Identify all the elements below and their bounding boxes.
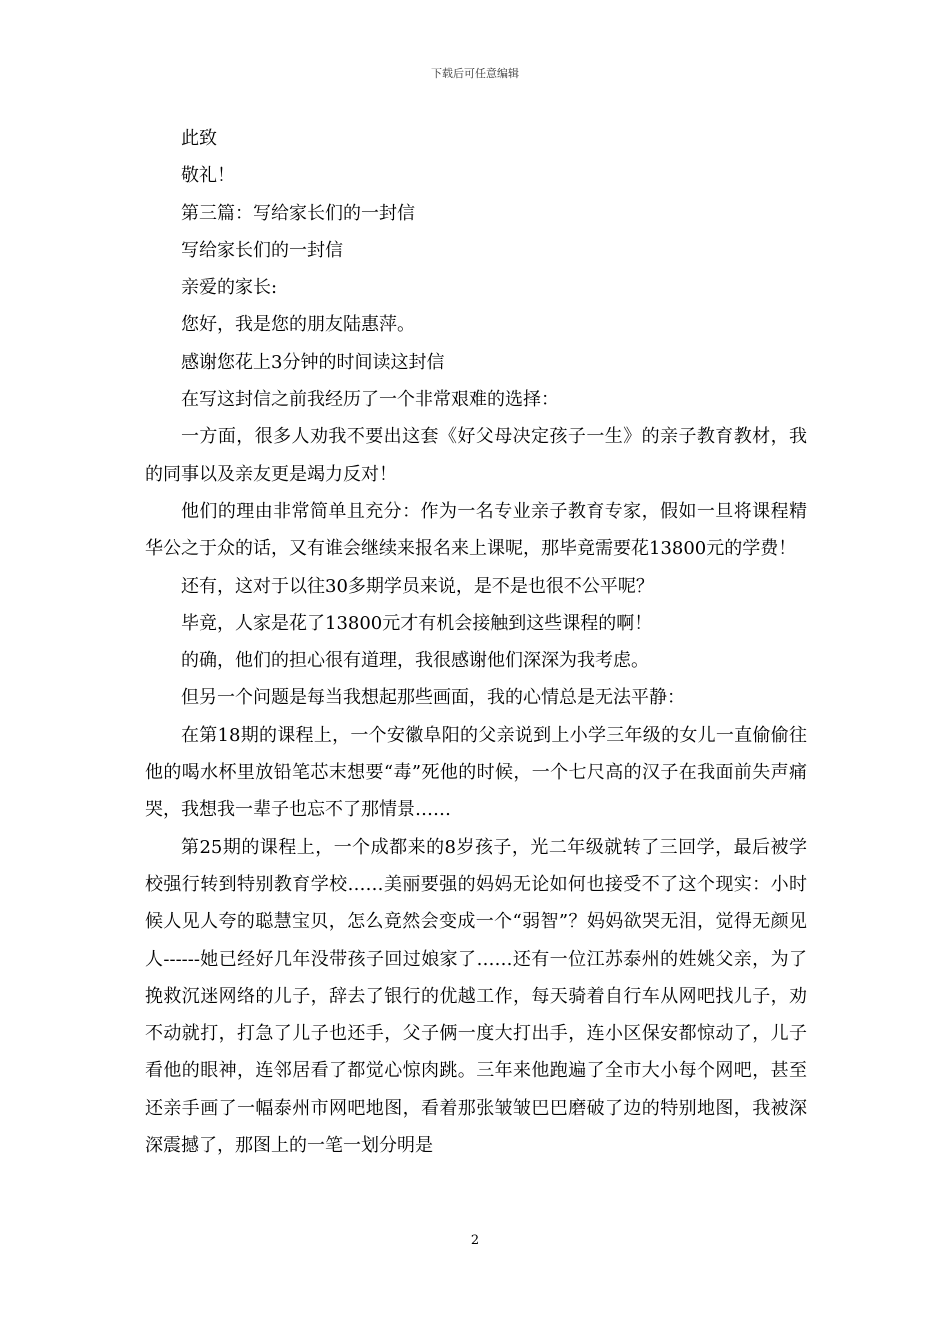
page-header: 下载后可任意编辑 [431, 67, 519, 80]
paragraph: 他们的理由非常简单且充分：作为一名专业亲子教育专家，假如一旦将课程精华公之于众的话，又有谁会继续来报名来上课呢，那毕竟需要花13800元的学费！ [145, 500, 807, 560]
paragraph: 但另一个问题是每当我想起那些画面，我的心情总是无法平静： [181, 687, 685, 709]
paragraph: 感谢您花上3分钟的时间读这封信 [181, 351, 445, 373]
paragraph: 还有，这对于以往30多期学员来说，是不是也很不公平呢？ [181, 575, 654, 597]
paragraph-closing-salutation: 此致 [181, 128, 217, 149]
paragraph: 毕竟，人家是花了13800元才有机会接触到这些课程的啊！ [181, 612, 653, 634]
paragraph: 您好，我是您的朋友陆惠萍。 [181, 314, 415, 336]
section-heading: 第三篇：写给家长们的一封信 [181, 202, 415, 224]
paragraph: 一方面，很多人劝我不要出这套《好父母决定孩子一生》的亲子教育教材，我的同事以及亲友更是竭力反对！ [145, 426, 807, 485]
page-number: 2 [470, 1233, 480, 1248]
document-body [145, 120, 807, 1164]
paragraph: 在第18期的课程上，一个安徽阜阳的父亲说到上小学三年级的女儿一直偷偷往他的喝水杯里放铅笔芯末想要“毒”死他的时候，一个七尺高的汉子在我面前失声痛哭，我想我一辈子也忘不了那情景…… [145, 724, 807, 821]
letter-greeting: 亲爱的家长: [181, 277, 278, 299]
paragraph: 的确，他们的担心很有道理，我很感谢他们深深为我考虑。 [181, 650, 649, 672]
letter-title: 写给家长们的一封信 [181, 239, 343, 261]
paragraph-closing-regards: 敬礼！ [181, 165, 235, 187]
paragraph: 在写这封信之前我经历了一个非常艰难的选择： [181, 389, 559, 411]
paragraph: 第25期的课程上，一个成都来的8岁孩子，光二年级就转了三回学，最后被学校强行转到特别教育学校……美丽要强的妈妈无论如何也接受不了这个现实：小时候人见人夸的聪慧宝贝，怎么竟然会变成一个“弱智”？妈妈欲哭无泪，觉得无颜见人------她已经好几年没带孩子回过娘家了……还有一位江苏泰州的姓姚父亲，为了挽救沉迷网络的儿子，辞去了银行的优越工作，每天骑着自行车从网吧找儿子，劝不动就打，打急了儿子也还手，父子俩一度大打出手，连小区保安都惊动了，儿子看他的眼神，连邻居看了都觉心惊肉跳。三年来他跑遍了全市大小每个网吧，甚至还亲手画了一幅泰州市网吧地图，看着那张皱皱巴巴磨破了边的特别地图，我被深深震撼了，那图上的一笔一划分明是 [145, 836, 807, 1157]
